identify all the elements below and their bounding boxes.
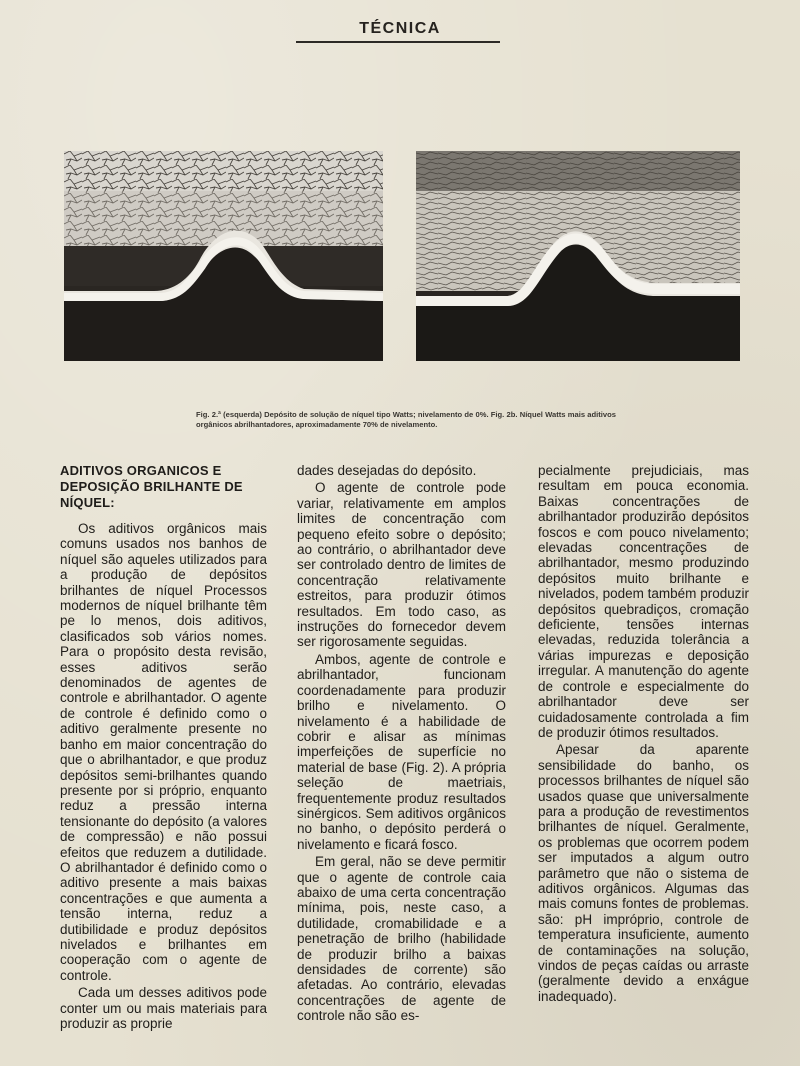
paragraph: Apesar da aparente sensibilidade do banho, os processos brilhantes de níquel são usados quase que universalmente para a produção de revestimentos brilhantes de níquel. Geralmente, os problemas que ocorrem podem ser imputados a algum outro parâmetro que não o sistema de aditivos orgânicos. Algumas das mais comuns fontes de problemas. são: pH impróprio, controle de temperatura insuficiente, aumento de contaminações na solução, vindos de peças caídas ou arraste (geralmente devido a enxágue inadequado).: [538, 742, 749, 1004]
title-underline: [296, 41, 500, 43]
paragraph-continuation: dades desejadas do depósito.: [297, 463, 477, 478]
micrograph-right: [416, 151, 740, 361]
micrograph-left: [64, 151, 383, 361]
text-column-1: [60, 463, 267, 1031]
paragraph: Cada um desses aditivos pode conter um ou mais materiais para produzir as proprie: [60, 985, 267, 1031]
paragraph: Em geral, não se deve permitir que o agente de controle caia abaixo de uma certa concentração mínima, pois, neste caso, a dutilidade, cromabilidade e a penetração de brilho (habilidade de produzir brilho a baixas densidades de corrente) são afetadas. Ao contrário, elevadas concentrações de agente de controle não são es-: [297, 854, 506, 1024]
paragraph: pecialmente prejudiciais, mas resultam em pouca economia. Baixas concentrações de abrilhantador produzirão depósitos foscos e com pouco nivelamento; elevadas concentrações de abrilhantador, mesmo produzindo depósitos muito brilhante e nivelados, podem também produzir depósitos quebradiços, cromação deficiente, tensões internas elevadas, reduzida tolerância a várias impurezas e deposição irregular. A manutenção do agente de controle e especialmente do abrilhantador deve ser cuidadosamente controlada a fim de produzir ótimos resultados.: [538, 463, 749, 740]
micrograph-left-image: [64, 151, 383, 361]
article-heading: ADITIVOS ORGANICOS E DEPOSIÇÃO BRILHANTE DE NÍQUEL:: [60, 463, 243, 510]
micrograph-right-image: [416, 151, 740, 361]
paragraph: Ambos, agente de controle e abrilhantador, funcionam coordenadamente para produzir brilho e nivelamento. O nivelamento é a habilidade de cobrir e alisar as mínimas imperfeições de superfície no material de base (Fig. 2). A própria seleção de maetriais, frequentemente produz resultados sinérgicos. Sem aditivos orgânicos no banho, o depósito perderá o nivelamento e ficará fosco.: [297, 651, 506, 852]
text-column-2: [297, 463, 506, 1024]
paragraph: Os aditivos orgânicos mais comuns usados nos banhos de níquel são aqueles utilizados para a produção de depósitos brilhantes de níquel Processos modernos de níquel brilhante têm pe lo menos, dois aditivos, clasificados sob vários nomes. Para o propósito desta revisão, esses aditivos serão denominados de agentes de controle e abrilhantador. O agente de controle é definido como o aditivo geralmente presente no banho em maior concentração do que o abrilhantador, e que produz depósitos semi-brilhantes quando presente por si próprio, enquanto reduz a pressão interna tensionante do depósito (a valores de compressão) e não possui efeitos que reduzem a dutilidade. O abrilhantador é definido como o aditivo presente a mais baixas concentrações e que aumenta a tensão interna, reduz a dutibilidade e produz depósitos nivelados e brilhantes em cooperação com o agente de controle.: [60, 521, 267, 983]
paragraph: O agente de controle pode variar, relativamente em amplos limites de concentração com pequeno efeito sobre o depósito; ao contrário, o abrilhantador deve ser controlado dentro de limites de concentração relativamente estreitos, para produzir ótimos resultados. Em todo caso, as instruções do fornecedor devem ser rigorosamente seguidas.: [297, 480, 506, 650]
section-title: TÉCNICA: [359, 20, 441, 37]
text-column-3: [538, 463, 749, 1004]
figure-caption: Fig. 2.ª (esquerda) Depósito de solução de níquel tipo Watts; nivelamento de 0%. Fig. 2b. Níquel Watts mais aditivos orgânicos abrilhantadores, aproximadamente 70% de nivelamento.: [196, 410, 616, 429]
